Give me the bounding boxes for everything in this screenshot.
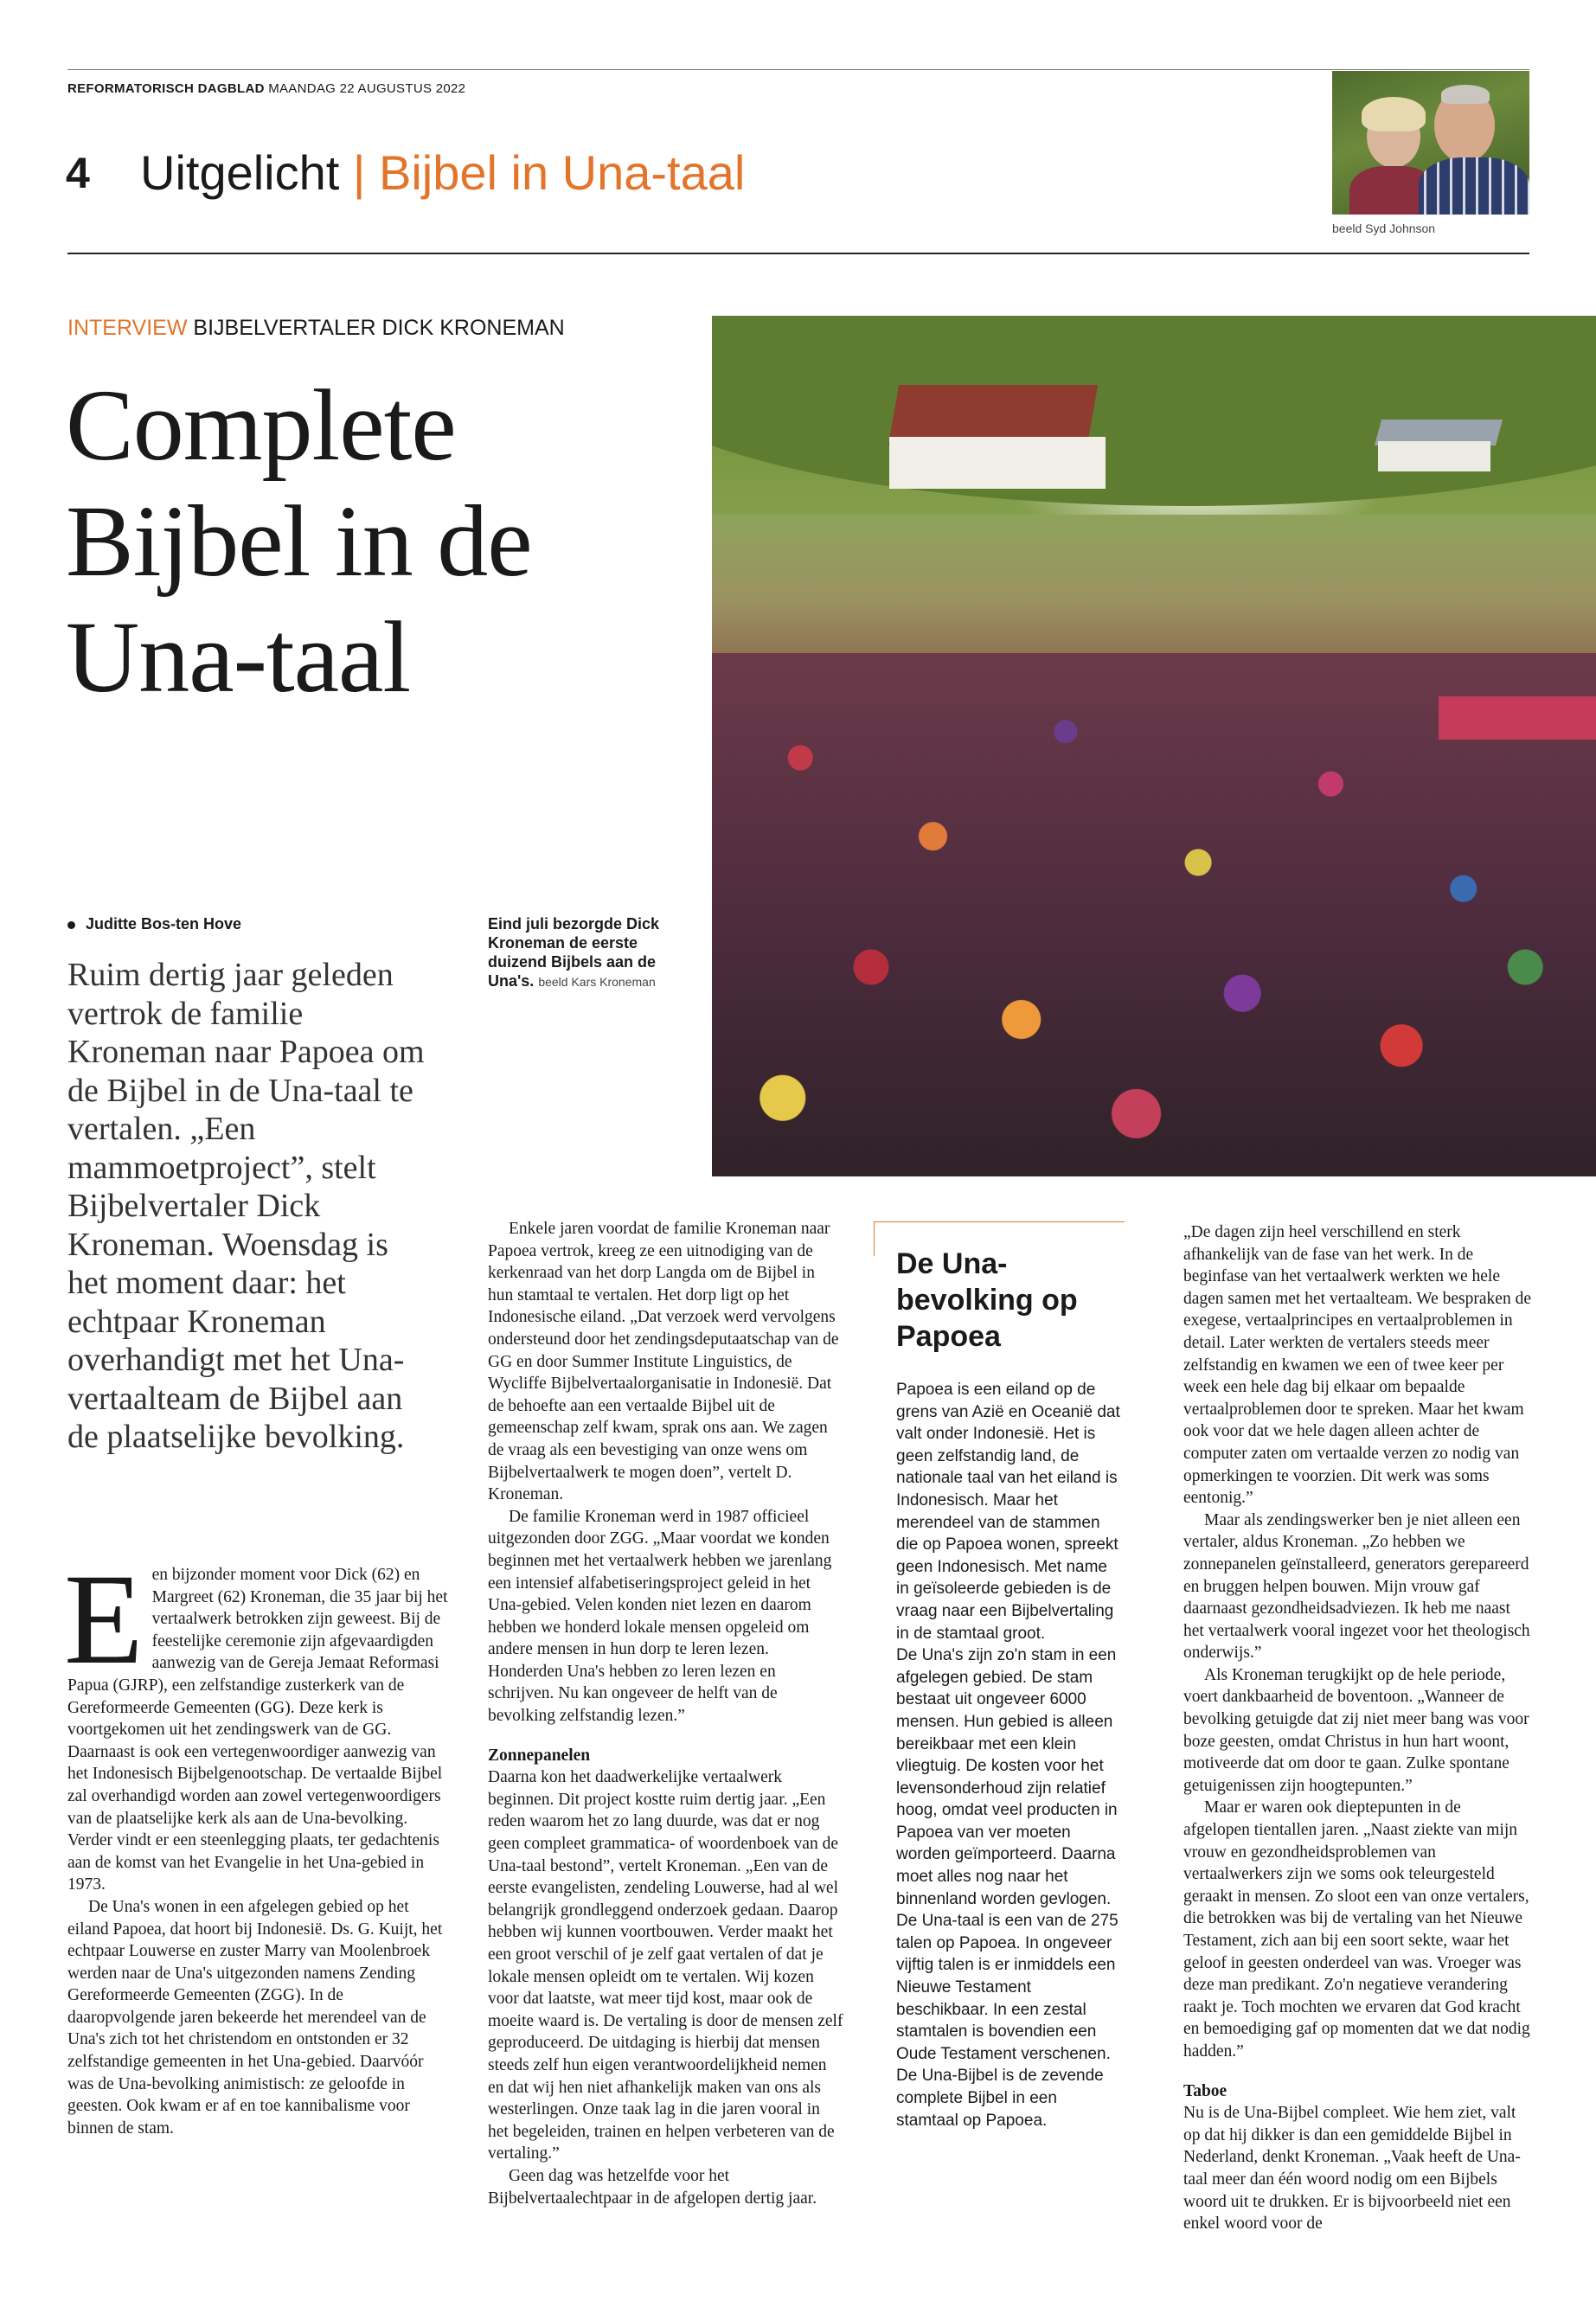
kicker-label: INTERVIEW bbox=[67, 316, 188, 340]
section-label: Uitgelicht bbox=[140, 145, 340, 200]
byline bbox=[67, 915, 241, 933]
column-1 bbox=[64, 1548, 453, 2139]
author-name: Juditte Bos-ten Hove bbox=[86, 915, 242, 933]
paper-name: REFORMATORISCH DAGBLAD bbox=[67, 81, 265, 96]
col4-paragraph-4: Maar er waren ook dieptepunten in de afgelopen tientallen jaren. „Naast ziekte van mijn vrouw en gezondheidsproblemen van vertaalwerkers zijn we soms ook teleurgesteld geraakt in mensen. Zo sloot een van onze vertalers, die betrokken was bij de vertaling van het Nieuwe Testament, zich aan bij een soort sekte, waar het geloof in geesten onderdeel van was. Vroeger was deze man predikant. Zo'n negatieve verandering raakt je. Toch mochten we ervaren dat God kracht en bemoediging gaf op momenten dat we dat nodig hadden.” bbox=[1183, 1798, 1530, 2061]
portrait-photo bbox=[1332, 71, 1529, 215]
headline-line-2: Bijbel in de bbox=[66, 484, 532, 598]
masthead-line bbox=[67, 81, 465, 96]
portrait-credit: beeld Syd Johnson bbox=[1332, 221, 1436, 235]
section-header bbox=[140, 145, 745, 201]
col2-paragraph-3: Daarna kon het daadwerkelijke vertaalwerk beginnen. Dit project kostte ruim dertig jaar. „Een reden waarom het zo lang duurde, was dat er nog geen compleet grammatica- of woordenboek van de Una-taal bestond”, vertelt Kroneman. „Een van de eerste evangelisten, zendeling Louwerse, had al wel belangrijk grondleggend onderzoek gedaan. Daarop hebben wij kunnen voortbouwen. Verder maakt het een groot verschil of je zelf gaat vertalen of dat je lokale mensen opleidt om te vertalen. Wij kozen voor dat laatste, wat meer tijd kost, maar ook de moeite waard is. De vertaling is door de mensen zelf geproduceerd. De uitdaging is hierbij dat mensen steeds zelf hun eigen verantwoordelijkheid nemen en dat wij hen niet afhankelijk maken van ons als westerlingen. Onze taak lag in die jaren vooral in het begeleiden, trainen en helpen verbeteren van de vertaling.” bbox=[488, 1768, 843, 2163]
photo-caption: Eind juli bezorgde Dick Kroneman de eerste duizend Bijbels aan de Una's. bbox=[488, 915, 660, 990]
col1-lead: en bijzonder moment voor Dick (62) en Margreet (62) Kroneman, die 35 jaar bij het vertaalwerk betrokken zijn geweest. Bij de feestelijke ceremonie zijn afgevaardigden aanwezig van de Gereja Jemaat Reformasi Papua (GJRP), een zelfstandige zusterkerk van de Gereformeerde Gemeenten (GG). Deze kerk is voortgekomen uit het zendingswerk van de GG. Daarnaast is ook een vertegenwoordiger aanwezig van het Indonesisch Bijbelgenootschap. De vertaalde Bijbel zal overhandigd worden aan zowel vertegenwoordigers van de plaatselijke kerk als aan de Una-bevolking. Verder vindt er een steenlegging plaats, ter gedachtenis aan de komst van het Evangelie in het Una-gebied in 1973. bbox=[67, 1566, 448, 1894]
byline-bullet-icon bbox=[67, 921, 75, 929]
col4-paragraph-3: Als Kroneman terugkijkt op de hele periode, voert dankbaarheid de boventoon. „Wanneer de bevolking getuigde dat zij niet meer bang was voor boze geesten, omdat Christus in hun hart woont, motiveerde dat om door te gaan. Zulke spontane getuigenissen zijn hoogtepunten.” bbox=[1183, 1665, 1529, 1795]
headline-line-1: Complete bbox=[66, 369, 456, 482]
kader-top-rule bbox=[874, 1221, 1125, 1222]
col4-subheading: Taboe bbox=[1183, 2081, 1227, 2100]
kader-corner-rule bbox=[874, 1221, 875, 1256]
kader-title: De Una-bevolking op Papoea bbox=[896, 1247, 1078, 1353]
headline bbox=[66, 368, 532, 715]
dropcap: E bbox=[64, 1548, 144, 1691]
col4-paragraph-2: Maar als zendingswerker ben je niet alleen een vertaler, aldus Kroneman. „Zo hebben we zonnepanelen geïnstalleerd, generators gerepareerd en bruggen helpen bouwen. Mijn vrouw gaf daarnaast gezondheidsadviezen. Ik heb me naast het vertaalwerk vooral ingezet voor het theologisch onderwijs.” bbox=[1183, 1510, 1530, 1663]
col2-paragraph-1: Enkele jaren voordat de familie Kroneman naar Papoea vertrok, kreeg ze een uitnodiging van de kerkenraad van het dorp Langda om de Bijbel in hun stamtaal te vertalen. Het dorp ligt op het Indonesische eiland. „Dat verzoek werd vervolgens ondersteund door het zendingsdeputaatschap van de GG en door Summer Institute Linguistics, de Wycliffe Bijbelvertaalorganisatie in Indonesië. Dat de behoefte aan een vertaalde Bijbel uit de gemeenschap zelf kwam, sprak ons aan. We zagen de vraag als een bevestiging van onze wens om Bijbelvertaalwerk te mogen doen”, vertelt D. Kroneman. bbox=[488, 1220, 839, 1504]
subsection-label: Bijbel in Una-taal bbox=[379, 145, 746, 200]
kicker-text: BIJBELVERTALER DICK KRONEMAN bbox=[193, 316, 565, 340]
column-4 bbox=[1183, 1221, 1531, 2235]
photo-caption-block bbox=[488, 914, 695, 991]
intro-paragraph: Ruim dertig jaar geleden vertrok de familie Kroneman naar Papoea om de Bijbel in de Una-taal te vertalen. „Een mammoetproject”, stelt Bijbelvertaler Dick Kroneman. Woensdag is het moment daar: het echtpaar Kroneman overhandigt met het Una-vertaalteam de Bijbel aan de plaatselijke bevolking. bbox=[67, 957, 425, 1455]
col2-paragraph-4: Geen dag was hetzelfde voor het Bijbelvertaalechtpaar in de afgelopen dertig jaar. bbox=[488, 2166, 817, 2208]
main-photo bbox=[712, 316, 1596, 1176]
col1-paragraph-2: De Una's wonen in een afgelegen gebied op het eiland Papoea, dat hoort bij Indonesië. Ds. G. Kuijt, het echtpaar Louwerse en zuster Marry van Moolenbroek werden naar de Una's uitgezonden namens Zending Gereformeerde Gemeenten (ZGG). In de daaropvolgende jaren bekeerde het merendeel van de Una's zich tot het christendom en ontstonden er 32 zelfstandige gemeenten in het Una-gebied. Daarvóór was de Una-bevolking animistisch: ze geloofde in geesten. Ook kwam er af en toe kannibalisme voor binnen de stam. bbox=[67, 1897, 443, 2138]
kicker bbox=[67, 316, 565, 341]
col2-subheading: Zonnepanelen bbox=[488, 1746, 591, 1765]
page-number: 4 bbox=[66, 149, 90, 197]
kader-paragraph-3: De Una-taal is een van de 275 talen op Papoea. In ongeveer vijftig talen is er inmiddels een Nieuwe Testament beschikbaar. In een zestal stamtalen is bovendien een Oude Testament verschenen. De Una-Bijbel is de zevende complete Bijbel in een stamtaal op Papoea. bbox=[896, 1912, 1118, 2130]
column-2 bbox=[488, 1218, 844, 2209]
col4-paragraph-5: Nu is de Una-Bijbel compleet. Wie hem ziet, valt op dat hij dikker is dan een gemiddelde Bijbel in Nederland, denkt Kroneman. „Vaak heeft de Una-taal meer dan één woord nodig om een Bijbels woord uit te drukken. Er is bijvoorbeeld niet een enkel woord voor de bbox=[1183, 2104, 1521, 2234]
kader-body bbox=[896, 1379, 1123, 2131]
photo-credit: beeld Kars Kroneman bbox=[538, 975, 656, 989]
headline-line-3: Una-taal bbox=[66, 600, 411, 714]
col2-paragraph-2: De familie Kroneman werd in 1987 officieel uitgezonden door ZGG. „Maar voordat we konden beginnen met het vertaalwerk hebben we jarenlang een intensief alfabetiseringsproject geleid in het Una-gebied. Velen konden niet lezen en daarom hebben we honderd lokale mensen opgeleid om andere mensen in hun dorp te leren lezen. Honderden Una's hebben zo leren lezen en schrijven. Nu kan ongeveer de helft van de bevolking zelfstandig lezen.” bbox=[488, 1507, 832, 1726]
kader-paragraph-2: De Una's zijn zo'n stam in een afgelegen gebied. De stam bestaat uit ongeveer 6000 mensen. Hun gebied is alleen bereikbaar met een klein vliegtuig. De kosten voor het levensonderhoud zijn relatief hoog, omdat veel producten in Papoea van ver moeten worden geïmporteerd. Daarna moet alles nog naar het binnenland worden gevlogen. bbox=[896, 1646, 1118, 1908]
col4-paragraph-1: „De dagen zijn heel verschillend en sterk afhankelijk van de fase van het werk. In de beginfase van het vertaalwerk werkten we hele dagen samen met het vertaalteam. We bespraken de exegese, vertaalprincipes en vertaalproblemen in detail. Later werkten de vertalers steeds meer zelfstandig en kwamen we een of twee keer per week een hele dag bij elkaar om bepaalde vertaalproblemen door te spreken. Maar het kwam ook voor dat we hele dagen alleen achter de computer zaten om vertaalde verzen zo nodig van opmerkingen te voorzien. Dit werk was soms eentonig.” bbox=[1183, 1223, 1531, 1508]
kader-paragraph-1: Papoea is een eiland op de grens van Azië en Oceanië dat valt onder Indonesië. Het is geen zelfstandig land, de nationale taal van het eiland is Indonesisch. Maar het merendeel van de stammen die op Papoea wonen, spreekt geen Indonesisch. Met name in geïsoleerde gebieden is de vraag naar een Bijbelvertaling in de stamtaal groot. bbox=[896, 1381, 1120, 1643]
section-separator: | bbox=[352, 145, 366, 200]
issue-date: MAANDAG 22 AUGUSTUS 2022 bbox=[268, 81, 466, 96]
